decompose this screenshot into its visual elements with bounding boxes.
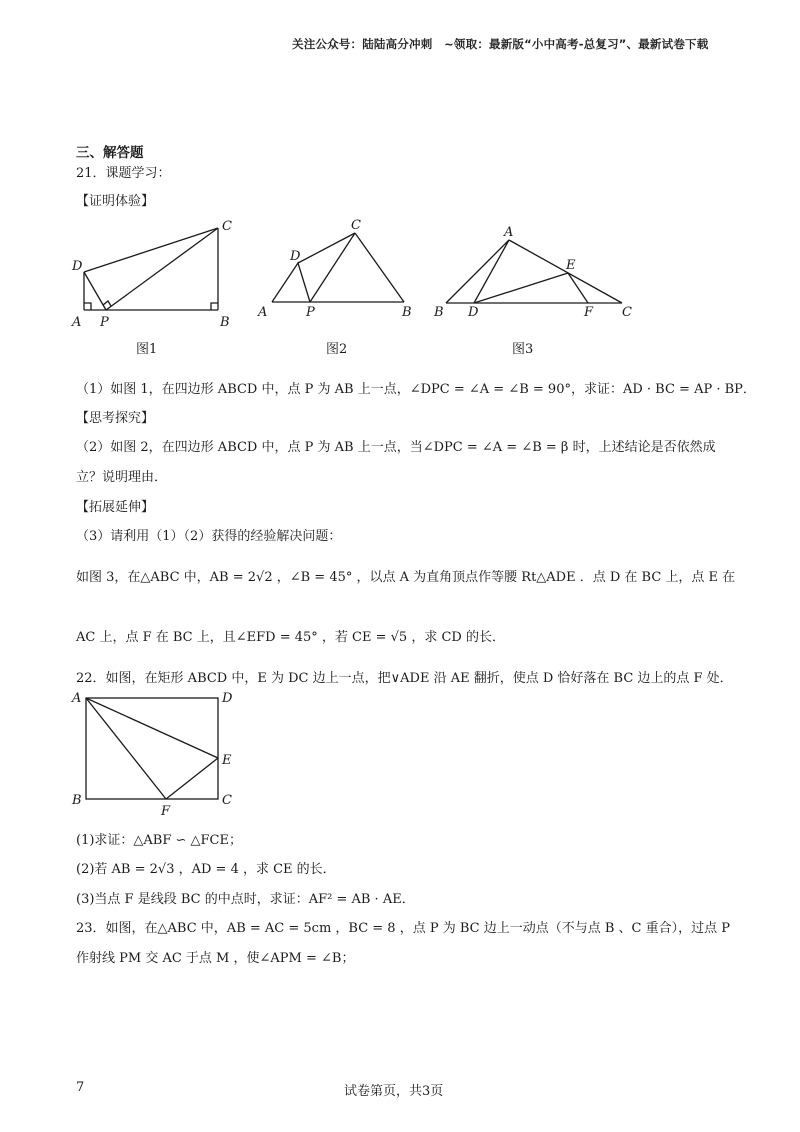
footer-page-info: 试卷第页，共3页 <box>344 1084 444 1099</box>
q22-sub1: (1)求证：△ABF ∽ △FCE； <box>76 833 242 848</box>
q21-part3-line2: 如图 3，在△ABC 中，AB = 2√2 ，∠B = 45° ，以点 A 为直角顶点作等腰 Rt△ADE ．点 D 在 BC 上，点 E 在 <box>76 570 736 585</box>
fig1-segment-PC <box>106 228 218 310</box>
q21-part3-line1: （3）请利用（1）（2）获得的经验解决问题： <box>76 529 342 544</box>
figure-2 <box>254 212 424 332</box>
fig1-right-angle-B <box>211 303 218 310</box>
q22-stem: 22．如图，在矩形 ABCD 中，E 为 DC 边上一点，把∨ADE 沿 AE 翻折，使点 D 恰好落在 BC 边上的点 F 处． <box>76 671 733 686</box>
q22-label-A: A <box>72 691 82 706</box>
q21-tag-explore: 【思考探究】 <box>76 411 155 426</box>
fig2-side-CB <box>355 233 404 302</box>
caption-figure-2: 图2 <box>326 342 348 357</box>
q22-label-C: C <box>222 793 232 808</box>
q21-part2-line1: （2）如图 2，在四边形 ABCD 中，点 P 为 AB 上一点，当∠DPC = ∠A = ∠B = β 时，上述结论是否依然成 <box>76 440 716 455</box>
fig2-label-A: A <box>258 305 268 320</box>
fig1-label-C: C <box>222 219 232 234</box>
q21-intro: 21．课题学习： <box>76 166 171 181</box>
fig2-label-B: B <box>402 305 412 320</box>
fig2-segment-PC <box>310 233 355 302</box>
fig2-label-C: C <box>351 218 361 233</box>
fig1-segment-DP <box>84 272 106 310</box>
page-number: 7 <box>76 1080 85 1095</box>
q22-label-D: D <box>222 691 233 706</box>
fig3-side-AB <box>446 240 509 303</box>
fig3-label-B: B <box>434 305 444 320</box>
fig1-label-D: D <box>72 259 83 274</box>
q21-part2-line2: 立？说明理由． <box>76 470 168 485</box>
q21-tag-proof: 【证明体验】 <box>76 194 155 209</box>
section-title: 三、解答题 <box>76 145 144 161</box>
fig3-label-C: C <box>622 305 632 320</box>
fig2-label-D: D <box>290 249 301 264</box>
figure-1 <box>66 212 246 332</box>
fig1-right-angle-P <box>103 301 111 306</box>
fig3-label-E: E <box>566 258 576 273</box>
figure-q22 <box>66 688 256 818</box>
page-header: 关注公众号：陆陆高分冲刺 ~领取：最新版“小中高考-总复习”、最新试卷下载 <box>292 37 709 51</box>
q22-label-B: B <box>72 793 82 808</box>
fig2-triangle-DPA <box>272 263 310 302</box>
q23-line2: 作射线 PM 交 AC 于点 M ，使∠APM = ∠B； <box>76 951 355 966</box>
caption-figure-3: 图3 <box>512 342 534 357</box>
fig3-label-F: F <box>584 305 594 320</box>
fig1-right-angle-A <box>84 303 91 310</box>
fig1-side-DC <box>84 228 218 272</box>
q22-sub2: (2)若 AB = 2√3 ，AD = 4 ，求 CE 的长． <box>76 862 336 877</box>
q21-tag-extend: 【拓展延伸】 <box>76 500 155 515</box>
q22-segment-FE <box>166 758 218 799</box>
q21-part3-line3: AC 上，点 F 在 BC 上，且∠EFD = 45° ，若 CE = √5 ，求 CD 的长． <box>76 630 505 645</box>
fig1-label-A: A <box>72 315 82 330</box>
q21-part1: （1）如图 1，在四边形 ABCD 中，点 P 为 AB 上一点，∠DPC = ∠A = ∠B = 90°，求证：AD · BC = AP · BP． <box>76 382 756 397</box>
caption-figure-1: 图1 <box>136 342 158 357</box>
fig3-segment-EF <box>568 273 588 303</box>
q22-label-F: F <box>161 804 171 818</box>
fig3-label-D: D <box>468 305 479 320</box>
fig1-label-P: P <box>100 315 109 330</box>
q22-label-E: E <box>222 753 232 768</box>
fig2-side-DC <box>298 233 355 263</box>
fig3-label-A: A <box>504 225 514 240</box>
q23-line1: 23．如图，在△ABC 中，AB = AC = 5cm ，BC = 8 ，点 P 为 BC 边上一动点（不与点 B 、C 重合），过点 P <box>76 921 730 936</box>
fig1-label-B: B <box>220 315 230 330</box>
figure-3 <box>430 212 640 332</box>
q22-sub3: (3)当点 F 是线段 BC 的中点时，求证：AF² = AB · AE． <box>76 892 415 907</box>
q22-segment-AF <box>86 698 166 799</box>
fig2-label-P: P <box>306 305 315 320</box>
q22-segment-AE <box>86 698 218 758</box>
